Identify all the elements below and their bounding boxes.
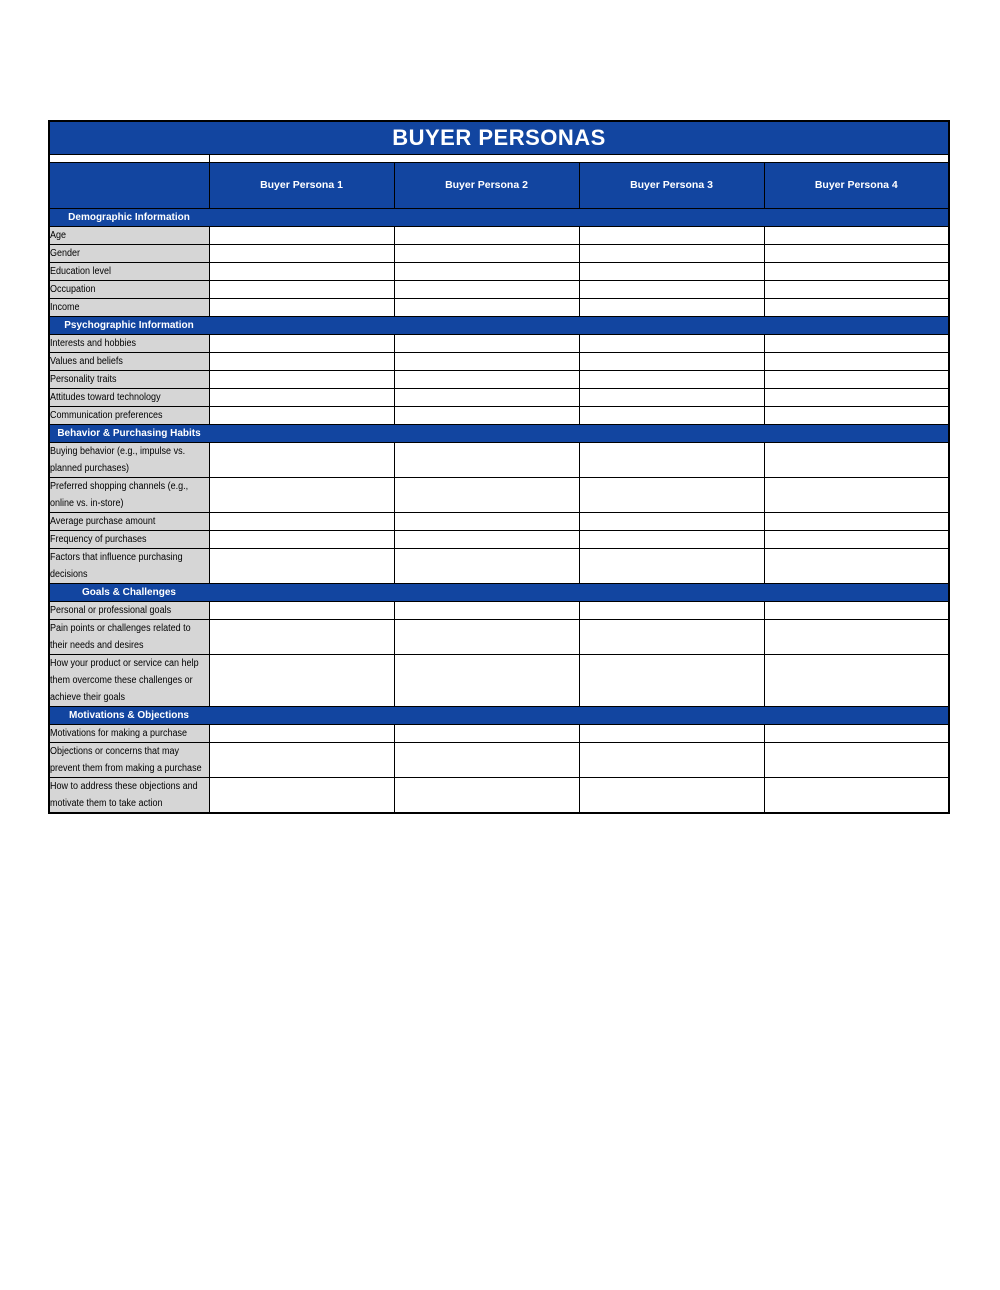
row-label-text: Factors that influence purchasing decisions (50, 551, 183, 580)
persona-input-cell[interactable] (764, 512, 949, 530)
section-header-label: Motivations & Objections (68, 709, 189, 721)
title-row (49, 121, 949, 154)
persona-input-cell[interactable] (579, 352, 764, 370)
persona-input-cell[interactable] (579, 244, 764, 262)
row-label (49, 777, 209, 813)
table-row (49, 724, 949, 742)
persona-input-cell[interactable] (209, 442, 394, 477)
persona-header-4: Buyer Persona 4 (764, 162, 949, 208)
persona-input-cell[interactable] (764, 777, 949, 813)
persona-input-cell[interactable] (394, 742, 579, 777)
persona-input-cell[interactable] (579, 724, 764, 742)
persona-input-cell[interactable] (764, 406, 949, 424)
persona-input-cell[interactable] (764, 280, 949, 298)
row-label-text: Frequency of purchases (50, 533, 147, 545)
persona-input-cell[interactable] (209, 654, 394, 706)
persona-input-cell[interactable] (764, 601, 949, 619)
persona-input-cell[interactable] (394, 512, 579, 530)
persona-input-cell[interactable] (209, 352, 394, 370)
spacer-row (49, 154, 949, 162)
table-row (49, 477, 949, 512)
persona-input-cell[interactable] (579, 654, 764, 706)
row-label (49, 298, 209, 316)
persona-input-cell[interactable] (394, 352, 579, 370)
table-row (49, 530, 949, 548)
table-row (49, 442, 949, 477)
row-label-text: Average purchase amount (50, 515, 156, 527)
persona-input-cell[interactable] (394, 530, 579, 548)
persona-input-cell[interactable] (394, 442, 579, 477)
persona-input-cell[interactable] (579, 777, 764, 813)
persona-input-cell[interactable] (764, 477, 949, 512)
persona-input-cell[interactable] (394, 388, 579, 406)
persona-input-cell[interactable] (394, 619, 579, 654)
persona-input-cell[interactable] (764, 298, 949, 316)
row-label (49, 742, 209, 777)
table-row (49, 601, 949, 619)
row-label (49, 512, 209, 530)
row-label (49, 352, 209, 370)
persona-input-cell[interactable] (209, 477, 394, 512)
section-header (49, 706, 949, 724)
persona-input-cell[interactable] (764, 334, 949, 352)
row-label-text: Pain points or challenges related to their needs and desires (50, 622, 191, 651)
persona-input-cell[interactable] (394, 724, 579, 742)
table-row (49, 262, 949, 280)
persona-input-cell[interactable] (579, 370, 764, 388)
persona-input-cell[interactable] (764, 388, 949, 406)
row-label-text: How your product or service can help them overcome these challenges or achieve their goals (50, 657, 199, 703)
row-label-text: Preferred shopping channels (e.g., online vs. in-store) (50, 480, 189, 509)
persona-input-cell[interactable] (579, 388, 764, 406)
table-row (49, 298, 949, 316)
row-label (49, 654, 209, 706)
persona-input-cell[interactable] (209, 298, 394, 316)
section-header (49, 208, 949, 226)
persona-input-cell[interactable] (579, 530, 764, 548)
section-bar-row (49, 316, 949, 334)
persona-input-cell[interactable] (764, 654, 949, 706)
persona-input-cell[interactable] (209, 512, 394, 530)
persona-header-1: Buyer Persona 1 (209, 162, 394, 208)
persona-input-cell[interactable] (579, 334, 764, 352)
section-header (49, 316, 949, 334)
persona-input-cell[interactable] (764, 442, 949, 477)
table-row (49, 777, 949, 813)
table-row (49, 619, 949, 654)
persona-input-cell[interactable] (764, 548, 949, 583)
persona-input-cell[interactable] (764, 530, 949, 548)
persona-input-cell[interactable] (209, 601, 394, 619)
section-header-label: Demographic Information (68, 211, 190, 223)
persona-input-cell[interactable] (394, 477, 579, 512)
persona-input-cell[interactable] (764, 226, 949, 244)
row-label-text: How to address these objections and motivate them to take action (50, 780, 198, 809)
table-row (49, 742, 949, 777)
row-label-text: Interests and hobbies (50, 337, 137, 349)
persona-header-2: Buyer Persona 2 (394, 162, 579, 208)
table-row (49, 226, 949, 244)
table-row (49, 334, 949, 352)
persona-input-cell[interactable] (579, 601, 764, 619)
persona-input-cell[interactable] (209, 530, 394, 548)
section-bar-row (49, 208, 949, 226)
row-label (49, 226, 209, 244)
persona-input-cell[interactable] (209, 742, 394, 777)
row-label-text: Income (50, 301, 80, 313)
section-header (49, 424, 949, 442)
persona-input-cell[interactable] (209, 262, 394, 280)
row-label (49, 548, 209, 583)
row-label (49, 619, 209, 654)
persona-input-cell[interactable] (764, 619, 949, 654)
persona-input-cell[interactable] (394, 654, 579, 706)
persona-input-cell[interactable] (209, 244, 394, 262)
persona-input-cell[interactable] (209, 280, 394, 298)
row-label (49, 724, 209, 742)
table-row (49, 654, 949, 706)
persona-input-cell[interactable] (394, 298, 579, 316)
section-bar-row (49, 583, 949, 601)
persona-header-3: Buyer Persona 3 (579, 162, 764, 208)
persona-input-cell[interactable] (579, 512, 764, 530)
row-label (49, 530, 209, 548)
persona-input-cell[interactable] (579, 262, 764, 280)
persona-header-row (49, 162, 949, 208)
row-label (49, 262, 209, 280)
table-row (49, 548, 949, 583)
table-row (49, 406, 949, 424)
section-bar-row (49, 706, 949, 724)
persona-input-cell[interactable] (209, 548, 394, 583)
persona-input-cell[interactable] (764, 244, 949, 262)
table-row (49, 280, 949, 298)
row-label-text: Personal or professional goals (50, 604, 172, 616)
persona-input-cell[interactable] (764, 742, 949, 777)
persona-input-cell[interactable] (764, 262, 949, 280)
persona-input-cell[interactable] (394, 777, 579, 813)
persona-input-cell[interactable] (209, 388, 394, 406)
row-label-text: Gender (50, 247, 81, 259)
table-row (49, 388, 949, 406)
persona-input-cell[interactable] (394, 280, 579, 298)
row-label (49, 477, 209, 512)
page-title: BUYER PERSONAS (49, 121, 949, 154)
persona-input-cell[interactable] (394, 244, 579, 262)
row-label-text: Communication preferences (50, 409, 163, 421)
row-label (49, 601, 209, 619)
section-bar-row (49, 424, 949, 442)
persona-input-cell[interactable] (209, 370, 394, 388)
row-label-text: Values and beliefs (50, 355, 123, 367)
row-label-text: Buying behavior (e.g., impulse vs. planned purchases) (50, 445, 186, 474)
table-row (49, 512, 949, 530)
row-label (49, 244, 209, 262)
spacer-cell-left (49, 154, 209, 162)
persona-input-cell[interactable] (579, 406, 764, 424)
row-label (49, 406, 209, 424)
persona-input-cell[interactable] (579, 742, 764, 777)
persona-input-cell[interactable] (209, 406, 394, 424)
persona-input-cell[interactable] (394, 262, 579, 280)
row-label (49, 388, 209, 406)
persona-input-cell[interactable] (764, 724, 949, 742)
buyer-personas-table (48, 120, 950, 814)
section-header (49, 583, 949, 601)
persona-input-cell[interactable] (579, 226, 764, 244)
persona-input-cell[interactable] (394, 370, 579, 388)
row-label (49, 442, 209, 477)
row-label (49, 334, 209, 352)
persona-input-cell[interactable] (209, 334, 394, 352)
persona-input-cell[interactable] (579, 619, 764, 654)
table-row (49, 370, 949, 388)
persona-input-cell[interactable] (209, 777, 394, 813)
table-row (49, 352, 949, 370)
persona-input-cell[interactable] (209, 724, 394, 742)
section-header-label: Psychographic Information (64, 319, 194, 331)
persona-input-cell[interactable] (394, 548, 579, 583)
persona-input-cell[interactable] (209, 226, 394, 244)
spacer-cell-right (209, 154, 949, 162)
row-label-text: Age (50, 229, 67, 241)
row-label-text: Occupation (50, 283, 96, 295)
row-label (49, 280, 209, 298)
persona-input-cell[interactable] (579, 477, 764, 512)
row-label-text: Personality traits (50, 373, 117, 385)
corner-cell (49, 162, 209, 208)
row-label-text: Objections or concerns that may prevent them from making a purchase (50, 745, 202, 774)
section-header-label: Goals & Challenges (82, 586, 176, 598)
persona-input-cell[interactable] (394, 601, 579, 619)
persona-input-cell[interactable] (394, 334, 579, 352)
persona-input-cell[interactable] (394, 406, 579, 424)
persona-input-cell[interactable] (579, 442, 764, 477)
persona-input-cell[interactable] (579, 548, 764, 583)
table-row (49, 244, 949, 262)
row-label-text: Education level (50, 265, 112, 277)
section-header-label: Behavior & Purchasing Habits (57, 427, 201, 439)
persona-input-cell[interactable] (764, 370, 949, 388)
row-label-text: Motivations for making a purchase (50, 727, 188, 739)
row-label (49, 370, 209, 388)
persona-input-cell[interactable] (579, 298, 764, 316)
persona-input-cell[interactable] (394, 226, 579, 244)
row-label-text: Attitudes toward technology (50, 391, 161, 403)
persona-input-cell[interactable] (209, 619, 394, 654)
persona-input-cell[interactable] (579, 280, 764, 298)
persona-input-cell[interactable] (764, 352, 949, 370)
